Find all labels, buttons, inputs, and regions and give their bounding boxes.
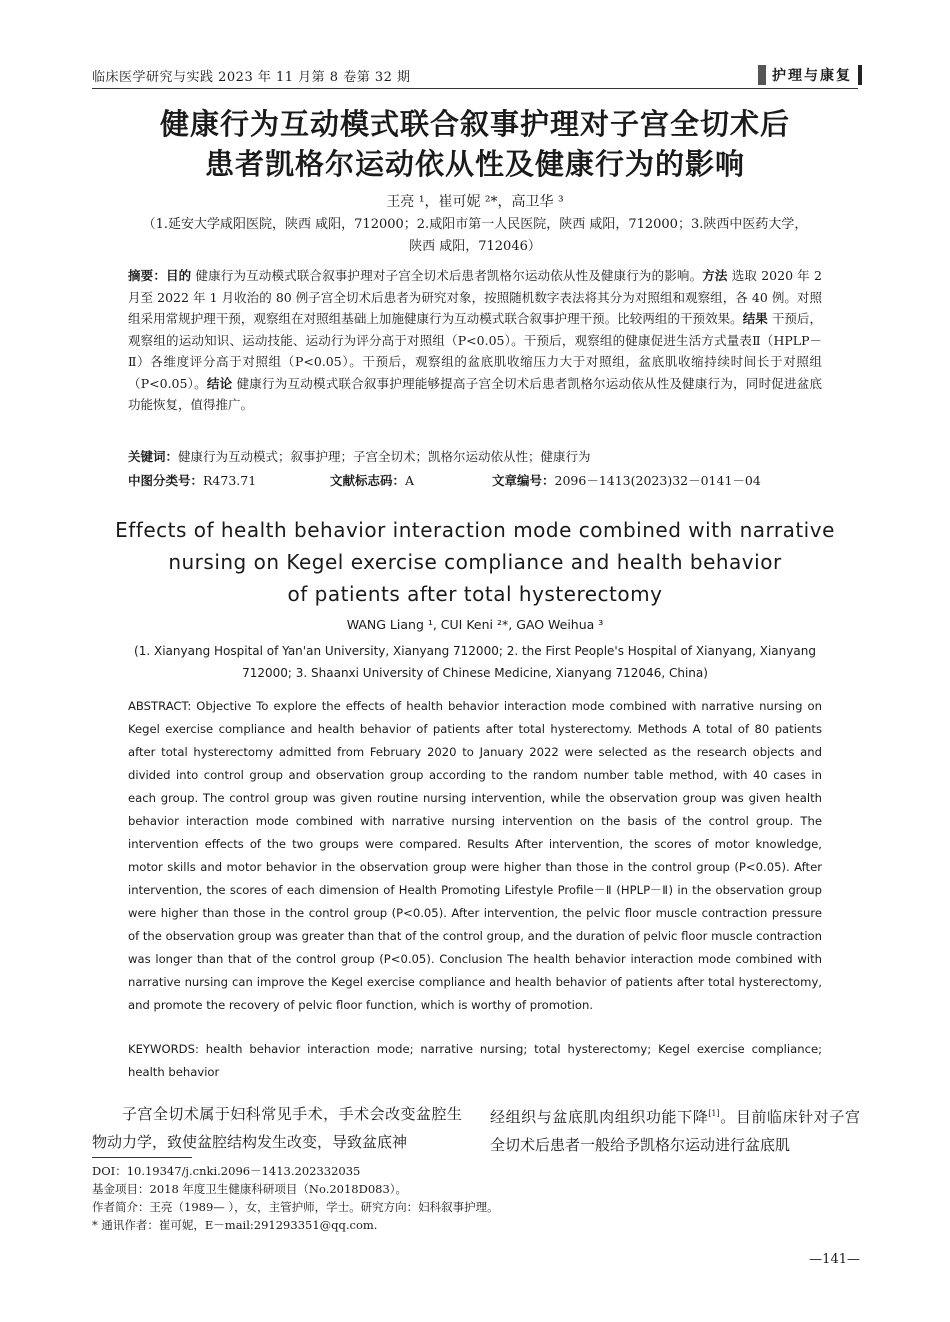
- conclusion-label: 结论: [206, 375, 233, 391]
- doc-code-field: [330, 470, 492, 491]
- footnotes: [92, 1162, 858, 1234]
- affiliation-cn: [95, 214, 855, 258]
- keywords-cn: [128, 446, 822, 467]
- abstract-en-label: ABSTRACT:: [128, 699, 192, 713]
- keywords-en-label: KEYWORDS:: [128, 1042, 199, 1056]
- doc-code-label: 文献标志码：: [330, 473, 406, 488]
- body-column-right: [490, 1100, 860, 1159]
- body-right-text-b: 。目前临床针对子宫全切术后患者一般给予凯格尔运动进行盆底肌: [490, 1108, 860, 1154]
- clc-field: [128, 470, 330, 491]
- abstract-cn: [128, 265, 822, 416]
- paper-title: [60, 104, 890, 184]
- results-text: 干预后，观察组的运动知识、运动技能、运动行为评分高于对照组（P<0.05）。干预后，观察组的健康促进生活方式量表Ⅱ（HPLP－Ⅱ）各维度评分高于对照组（P<0.05）。干预后，观察组的盆底肌收缩压力大于对照组，盆底肌收缩持续时间长于对照组（P<0.05）。: [128, 311, 822, 391]
- page-number: —141—: [809, 1252, 860, 1267]
- objective-text: 健康行为互动模式联合叙事护理对子宫全切术后患者凯格尔运动依从性及健康行为的影响。: [191, 268, 703, 283]
- methods-label: 方法: [702, 268, 728, 283]
- paper-title-line1: 健康行为互动模式联合叙事护理对子宫全切术后: [159, 107, 790, 141]
- citation-ref[interactable]: [1]: [708, 1109, 720, 1118]
- affiliation-cn-line2: 陕西 咸阳，712046）: [409, 239, 541, 254]
- header-rule: [92, 88, 858, 89]
- abstract-en-text: Objective To explore the effects of health behavior interaction mode combined with narrative nursing on Kegel exercise compliance and health behavior of patients after total hysterectomy. Methods A total of 80 patients after total hysterectomy admitted from February 2020 to January 2022 were selected as the research objects and divided into control group and observation group according to the random number table method, with 40 cases in each group. The control group was given routine nursing intervention, while the observation group was given health behavior interaction mode combined with narrative nursing intervention on the basis of the control group. The intervention effects of the two groups were compared. Results After intervention, the scores of motor knowledge, motor skills and motor behavior in the observation group were higher than those in the control group (P<0.05). After intervention, the scores of each dimension of Health Promoting Lifestyle Profile－Ⅱ (HPLP－Ⅱ) in the observation group were higher than those in the control group (P<0.05). After intervention, the pelvic floor muscle contraction pressure of the observation group was greater than that of the control group, and the duration of pelvic floor muscle contraction was longer than that of the control group (P<0.05). Conclusion The health behavior interaction mode combined with narrative nursing can improve the Kegel exercise compliance and health behavior of patients after total hysterectomy, and promote the recovery of pelvic floor function, which is worthy of promotion.: [128, 699, 822, 1012]
- article-number-value: 2096－1413(2023)32－0141－04: [554, 473, 761, 488]
- journal-header: 临床医学研究与实践 2023 年 11 月第 8 卷第 32 期: [92, 70, 411, 85]
- section-tag-left-bar: [758, 65, 766, 85]
- clc-value: R473.71: [203, 473, 257, 488]
- affiliation-en: [100, 640, 850, 684]
- keywords-cn-label: 关键词：: [128, 449, 179, 464]
- abstract-cn-label: 摘要：: [128, 268, 167, 283]
- affiliation-cn-line1: （1.延安大学咸阳医院，陕西 咸阳，712000；2.咸阳市第一人民医院，陕西 咸阳，712000；3.陕西中医药大学，: [142, 217, 808, 232]
- affiliation-en-line1: (1. Xianyang Hospital of Yan'an University, Xianyang 712000; 2. the First People's Hospital of Xianyang, Xianyang: [134, 644, 816, 658]
- doc-code-value: A: [405, 473, 415, 488]
- clc-label: 中图分类号：: [128, 473, 204, 488]
- section-tag: [758, 64, 862, 86]
- authors-en: WANG Liang ¹, CUI Keni ²*, GAO Weihua ³: [346, 617, 604, 632]
- footnote-doi[interactable]: DOI：10.19347/j.cnki.2096－1413.202332035: [92, 1164, 361, 1178]
- keywords-cn-text: 健康行为互动模式；叙事护理；子宫全切术；凯格尔运动依从性；健康行为: [178, 449, 591, 464]
- paper-title-line2: 患者凯格尔运动依从性及健康行为的影响: [204, 147, 745, 181]
- article-number-field: [492, 470, 761, 491]
- keywords-en: [128, 1038, 822, 1084]
- body-right-text-a: 经组织与盆底肌肉组织功能下降: [490, 1108, 709, 1126]
- affiliation-en-line2: 712000; 3. Shaanxi University of Chinese Medicine, Xianyang 712046, China): [242, 666, 708, 680]
- paper-title-en-line2: nursing on Kegel exercise compliance and health behavior: [168, 550, 782, 574]
- footnote-fund: 基金项目：2018 年度卫生健康科研项目（No.2018D083）。: [92, 1182, 408, 1196]
- keywords-en-text: health behavior interaction mode; narrative nursing; total hysterectomy; Kegel exercise compliance; health behavior: [128, 1042, 822, 1079]
- results-label: 结果: [742, 311, 768, 326]
- article-number-label: 文章编号：: [492, 473, 555, 488]
- footnote-rule: [92, 1157, 192, 1158]
- abstract-en: [128, 695, 822, 1017]
- paper-title-en-line3: of patients after total hysterectomy: [287, 582, 663, 606]
- classification-meta: [128, 470, 822, 491]
- paper-title-en: [80, 514, 870, 610]
- conclusion-text: 健康行为互动模式联合叙事护理能够提高子宫全切术后患者凯格尔运动依从性及健康行为，同时促进盆底功能恢复，值得推广。: [128, 375, 822, 412]
- methods-text: 选取 2020 年 2 月至 2022 年 1 月收治的 80 例子宫全切术后患者为研究对象，按照随机数字表法将其分为对照组和观察组，各 40 例。对照组采用常规护理干预，观察组在对照组基础上加施健康行为互动模式联合叙事护理干预。比较两组的干预效果。: [128, 268, 822, 326]
- footnote-author: 作者简介：王亮（1989— ），女，主管护师，学士。研究方向：妇科叙事护理。: [92, 1200, 499, 1214]
- authors-cn: 王亮 ¹，崔可妮 ²*，高卫华 ³: [386, 194, 564, 210]
- footnote-corresponding: * 通讯作者：崔可妮，E－mail:291293351@qq.com.: [92, 1218, 378, 1232]
- section-tag-label: 护理与康复: [772, 68, 852, 84]
- body-column-left: 子宫全切术属于妇科常见手术，手术会改变盆腔生物动力学，致使盆腔结构发生改变，导致盆底神: [92, 1105, 462, 1151]
- section-tag-right-bar: [858, 65, 862, 85]
- objective-label: 目的: [166, 268, 192, 283]
- paper-title-en-line1: Effects of health behavior interaction mode combined with narrative: [115, 518, 835, 542]
